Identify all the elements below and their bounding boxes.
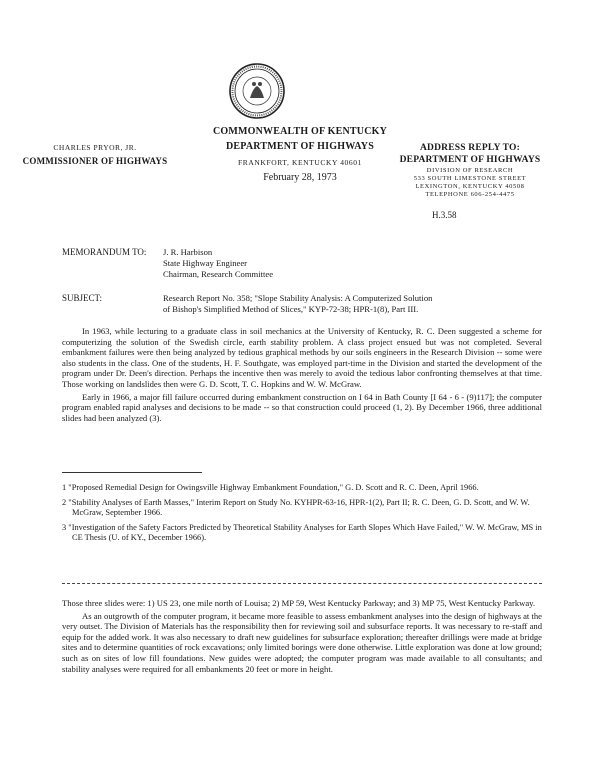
body-section — [62, 326, 542, 423]
footnotes-section — [62, 483, 542, 544]
reply-city: LEXINGTON, KENTUCKY 40508 — [415, 183, 525, 190]
letterhead-title: COMMONWEALTH OF KENTUCKY — [212, 126, 388, 137]
continuation-paragraph: Those three slides were: 1) US 23, one mile north of Louisa; 2) MP 59, West Kentucky Parkway; and 3) MP 75, West Kentucky Parkway. — [62, 598, 536, 608]
memo-to-recipient — [163, 247, 543, 280]
footnote-separator — [62, 472, 202, 473]
reference-number: H.3.58 — [432, 210, 457, 220]
reply-heading: ADDRESS REPLY TO: — [419, 143, 520, 153]
memo-subject — [163, 293, 543, 315]
memo-to-label: MEMORANDUM TO: — [62, 247, 147, 257]
letterhead-city: FRANKFORT, KENTUCKY 40601 — [238, 158, 362, 167]
commissioner-title: COMMISSIONER OF HIGHWAYS — [22, 156, 168, 166]
footnote: 1 "Proposed Remedial Design for Owingsville Highway Embankment Foundation," G. D. Scott and R. C. Deen, April 1966. — [62, 483, 479, 492]
continuation-section — [62, 598, 542, 674]
footnote: 2 "Stability Analyses of Earth Masses," Interim Report on Study No. KYHPR-63-16, HPR-1(2), Part II; R. C. Deen, G. D. Scott, and W. W. McGraw, September 1966. — [62, 497, 530, 517]
commissioner-name: CHARLES PRYOR, JR. — [53, 143, 137, 152]
body-paragraph: In 1963, while lecturing to a graduate class in soil mechanics at the University of Kentucky, R. C. Deen suggested a scheme for computerizing the solution of the Swedish circle, earth stability problem. A class project ensued but was not completed. Several embankment failures were then being analyzed by tedious graphical methods by our soils engineers in the Research Division -- some were also students in the class. One of the students, H. F. Southgate, was employed part-time in the Division and started the development of the program under Dr. Deen's direction. Perhaps the incentive then was merely to avoid the tedious labor confronting themselves at that time. Those working on landslides then were G. D. Scott, T. C. Hopkins and W. W. McGraw. — [62, 326, 542, 389]
kentucky-seal-icon — [228, 62, 286, 120]
page-divider — [62, 583, 542, 584]
reply-department: DEPARTMENT OF HIGHWAYS — [399, 155, 541, 165]
memo-to-line: Chairman, Research Committee — [163, 269, 274, 279]
memo-subject-line: Research Report No. 358; "Slope Stability Analysis: A Computerized Solution — [163, 293, 433, 303]
body-paragraph: Early in 1966, a major fill failure occurred during embankment construction on I 64 in Bath County [I 64 - 6 - (9)117]; the computer program enabled rapid analyses and decisions to be made -- so that construction could proceed (1, 2). By December 1966, three additional slides had been analyzed (3). — [62, 391, 542, 423]
memo-subject-label: SUBJECT: — [62, 293, 103, 303]
continuation-paragraph: As an outgrowth of the computer program, it became more feasible to assess embankment analyses into the design of highways at the very outset. The Division of Materials has the responsibility then for reviewing soil and subsurface reports. It was necessary to re-staff and equip for the added work. It was also necessary to draft new guidelines for subsurface exploration; thereafter drillings were made at bridge sites and to determine quantities of rock excavations; only limited borings were done otherwise. Little exploration was done at low ground; such as on sites of low fill foundations. New guides were adopted; the computer program was made available to all consultants; and stability analyses were required for all embankments 20 feet or more in height. — [62, 610, 542, 674]
footnote: 3 "Investigation of the Safety Factors Predicted by Theoretical Stability Analyses for Earth Slopes Which Have Failed," W. W. McGraw, MS in CE Thesis (U. of KY., December 1966). — [62, 522, 542, 542]
memo-to-line: J. R. Harbison — [163, 247, 213, 257]
reply-phone: TELEPHONE 606-254-4475 — [425, 191, 515, 198]
letter-date: February 28, 1973 — [263, 172, 337, 183]
reply-division: DIVISION OF RESEARCH — [426, 167, 514, 174]
memo-to-line: State Highway Engineer — [163, 258, 248, 268]
memo-subject-line: of Bishop's Simplified Method of Slices," KYP-72-38; HPR-1(8), Part III. — [163, 304, 419, 314]
reply-street: 533 SOUTH LIMESTONE STREET — [413, 175, 527, 182]
letterhead-department: DEPARTMENT OF HIGHWAYS — [226, 141, 374, 152]
